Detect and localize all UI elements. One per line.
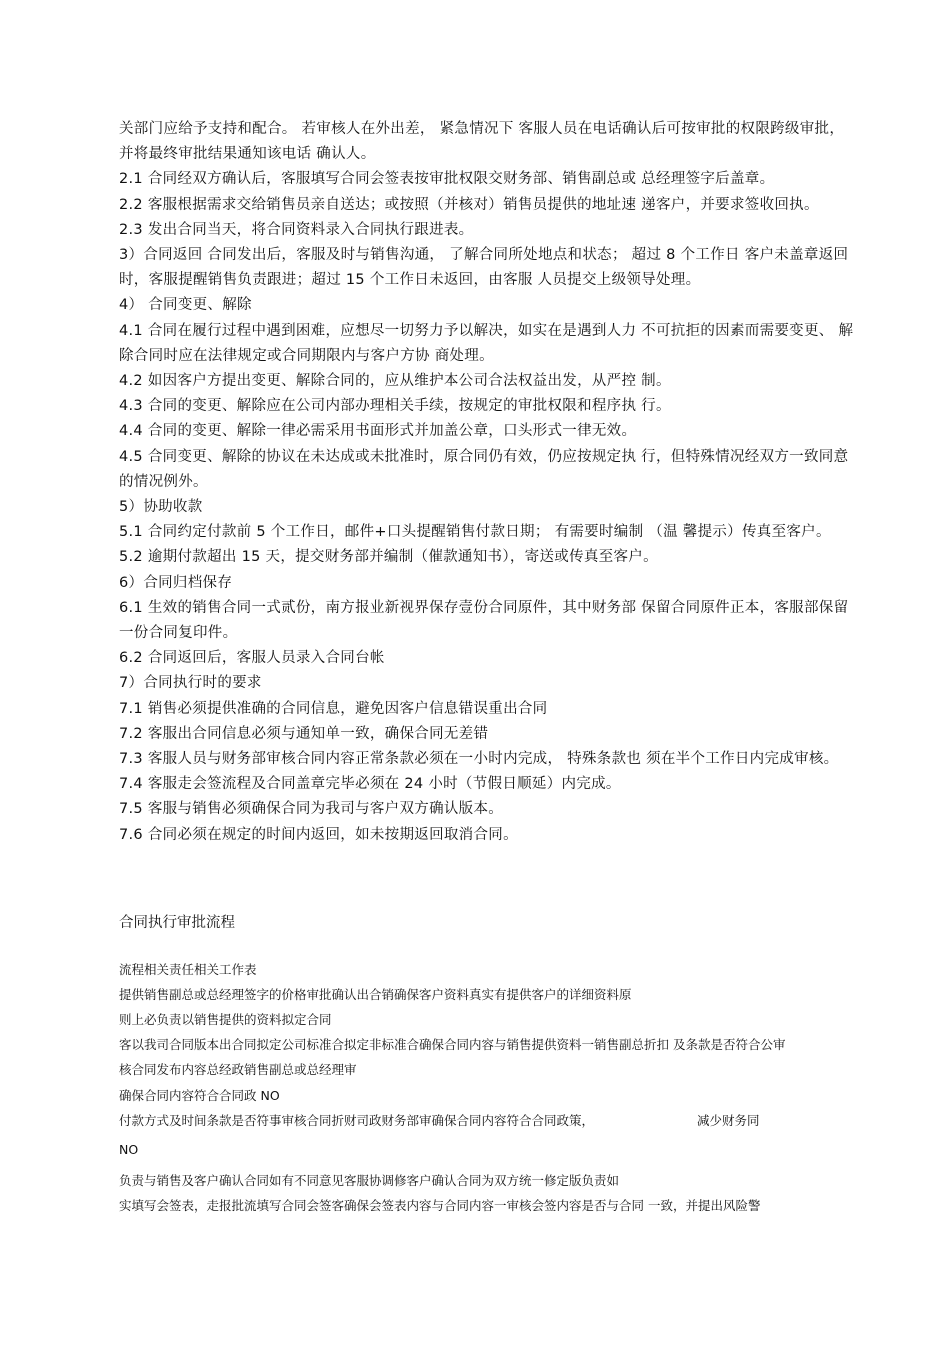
flow-line: 实填写会签表，走报批流填写合同会签客确保会签表内容与合同内容一审核会签内容是否与合同 一致，并提出风险警 — [119, 1198, 761, 1213]
paragraph: 2.3 发出合同当天，将合同资料录入合同执行跟进表。 — [119, 221, 474, 238]
flow-line-aside: 减少财务同 — [697, 1113, 760, 1128]
section-heading: 4） 合同变更、解除 — [119, 297, 252, 314]
main-text-block — [119, 117, 854, 848]
flow-line: 核合同发布内容总经政销售副总或总经理审 — [119, 1062, 357, 1077]
section-heading: 5）协助收款 — [119, 499, 203, 516]
flow-line: 确保合同内容符合合同政 NO — [119, 1088, 280, 1103]
paragraph: 7.3 客服人员与财务部审核合同内容正常条款必须在一小时内完成， 特殊条款也 须在半个工作日内完成审核。 — [119, 751, 839, 768]
flow-line: 则上必负责以销售提供的资料拟定合同 — [119, 1012, 332, 1027]
paragraph: 7.2 客服出合同信息必须与通知单一致，确保合同无差错 — [119, 725, 489, 742]
paragraph: 7.6 合同必须在规定的时间内返回，如未按期返回取消合同。 — [119, 826, 518, 843]
paragraph: 4.3 合同的变更、解除应在公司内部办理相关手续，按规定的审批权限和程序执 行。 — [119, 398, 671, 415]
paragraph: 7.4 客服走会签流程及合同盖章完毕必须在 24 小时（节假日顺延）内完成。 — [119, 776, 621, 793]
flow-line: 提供销售副总或总经理签字的价格审批确认出合销确保客户资料真实有提供客户的详细资料原 — [119, 987, 632, 1002]
paragraph: 7.5 客服与销售必须确保合同为我司与客户双方确认版本。 — [119, 801, 504, 818]
paragraph: 4.5 合同变更、解除的协议在未达成或未批准时，原合同仍有效，仍应按规定执 行，但特殊情况经双方一致同意的情况例外。 — [119, 448, 849, 490]
paragraph: 2.2 客服根据需求交给销售员亲自送达；或按照（并核对）销售员提供的地址速 递客户，并要求签收回执。 — [119, 196, 819, 213]
paragraph: 6.2 合同返回后，客服人员录入合同台帐 — [119, 650, 385, 667]
paragraph: 5.2 逾期付款超出 15 天，提交财务部并编制（催款通知书），寄送或传真至客户。 — [119, 549, 658, 566]
section-heading: 7）合同执行时的要求 — [119, 675, 262, 692]
paragraph: 7.1 销售必须提供准确的合同信息，避免因客户信息错误重出合同 — [119, 700, 548, 717]
flow-line: 负责与销售及客户确认合同如有不同意见客服协调修客户确认合同为双方统一修定版负责如 — [119, 1173, 620, 1188]
paragraph: 4.4 合同的变更、解除一律必需采用书面形式并加盖公章，口头形式一律无效。 — [119, 423, 637, 440]
paragraph: 3）合同返回 合同发出后，客服及时与销售沟通， 了解合同所处地点和状态； 超过 8 个工作日 客户未盖章返回时，客服提醒销售负责跟进；超过 15 个工作日未返回，由客服 人员提交上级领导处理。 — [119, 247, 849, 289]
paragraph: 6.1 生效的销售合同一式贰份，南方报业新视界保存壹份合同原件，其中财务部 保留合同原件正本，客服部保留一份合同复印件。 — [119, 599, 849, 642]
flow-line: 客以我司合同版本出合同拟定公司标准合拟定非标准合确保合同内容与销售提供资料一销售副总折扣 及条款是否符合公审 — [119, 1037, 786, 1052]
flow-section-title: 合同执行审批流程 — [119, 915, 235, 931]
paragraph: 5.1 合同约定付款前 5 个工作日，邮件+口头提醒销售付款日期； 有需要时编制 （温 馨提示）传真至客户。 — [119, 524, 831, 541]
section-heading: 6）合同归档保存 — [119, 574, 233, 591]
paragraph: 2.1 合同经双方确认后，客服填写合同会签表按审批权限交财务部、销售副总或 总经理签字后盖章。 — [119, 171, 775, 188]
paragraph: 4.1 合同在履行过程中遇到困难，应想尽一切努力予以解决，如实在是遇到人力 不可抗拒的因素而需要变更、 解除合同时应在法律规定或合同期限内与客户方协 商处理。 — [119, 322, 854, 364]
flow-line: NO — [119, 1142, 139, 1157]
paragraph: 4.2 如因客户方提出变更、解除合同的，应从维护本公司合法权益出发，从严控 制。 — [119, 373, 671, 390]
flow-line: 流程相关责任相关工作表 — [119, 962, 257, 977]
flow-line: 付款方式及时间条款是否符事审核合同折财司政财务部审确保合同内容符合合同政策， — [119, 1113, 595, 1128]
paragraph: 关部门应给予支持和配合。 若审核人在外出差， 紧急情况下 客服人员在电话确认后可按审批的权限跨级审批， 并将最终审批结果通知该电话 确认人。 — [119, 121, 845, 163]
